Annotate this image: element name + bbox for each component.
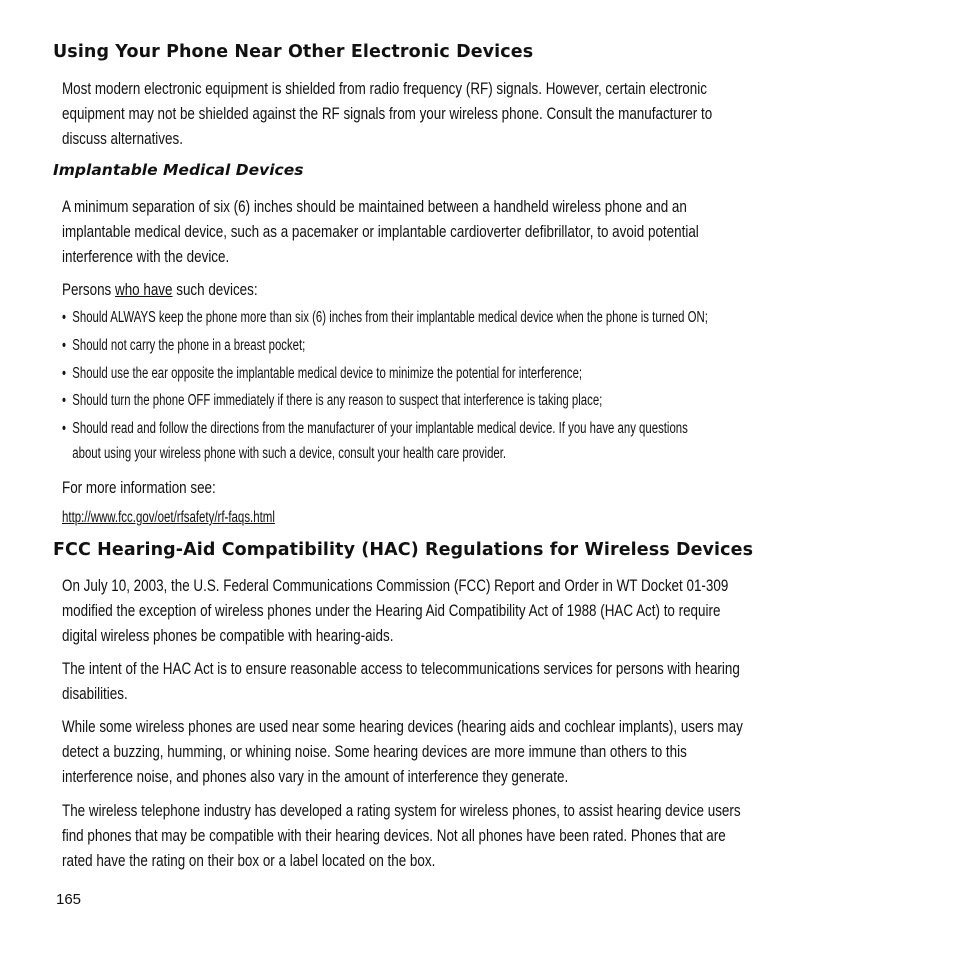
hac-line: disabilities.	[62, 684, 128, 703]
hac-line: On July 10, 2003, the U.S. Federal Communications Commission (FCC) Report and Order in WT Docket 01-309	[62, 576, 729, 595]
intro-line: equipment may not be shielded against the RF signals from your wireless phone. Consult the manufacturer to	[62, 104, 713, 123]
bullet-text: Should read and follow the directions from the manufacturer of your implantable medical device. If you have any questions	[72, 420, 688, 437]
hac-line: interference noise, and phones also vary in the amount of interference they generate.	[62, 767, 569, 786]
fcc-rf-faq-link[interactable]: http://www.fcc.gov/oet/rfsafety/rf-faqs.html	[62, 509, 275, 526]
hac-line: The wireless telephone industry has developed a rating system for wireless phones, to assist hearing device users	[62, 801, 741, 820]
more-info-label	[62, 475, 912, 500]
implant-line: implantable medical device, such as a pacemaker or implantable cardioverter defibrillator, to avoid potential	[62, 222, 699, 241]
hac-line: digital wireless phones be compatible with hearing-aids.	[62, 626, 394, 645]
bullet-marker: •	[62, 365, 66, 382]
section-title-electronic-devices: Using Your Phone Near Other Electronic Devices	[53, 42, 534, 62]
section-intro-paragraph	[62, 76, 912, 151]
persons-suffix: such devices:	[172, 280, 258, 299]
bullet-text: Should turn the phone OFF immediately if there is any reason to suspect that interference is taking place;	[72, 392, 603, 409]
hac-line: While some wireless phones are used near some hearing devices (hearing aids and cochlear implants), users may	[62, 717, 743, 736]
persons-line	[62, 277, 258, 302]
hac-paragraph-4	[62, 798, 912, 873]
bullet-text: Should ALWAYS keep the phone more than six (6) inches from their implantable medical device when the phone is turned ON;	[72, 309, 708, 326]
persons-prefix: Persons	[62, 280, 116, 299]
bullet-marker: •	[62, 420, 66, 437]
hac-line: The intent of the HAC Act is to ensure reasonable access to telecommunications services for persons with hearing	[62, 659, 740, 678]
bullet-marker: •	[62, 309, 66, 326]
bullet-marker: •	[62, 392, 66, 409]
intro-line: discuss alternatives.	[62, 129, 183, 148]
page-number: 165	[56, 891, 82, 908]
subsection-title-implantable-devices: Implantable Medical Devices	[53, 161, 304, 179]
list-item	[62, 305, 708, 330]
implant-line: A minimum separation of six (6) inches should be maintained between a handheld wireless phone and an	[62, 197, 687, 216]
hac-line: find phones that may be compatible with their hearing devices. Not all phones have been rated. Phones that are	[62, 826, 726, 845]
hac-paragraph-2	[62, 656, 912, 706]
list-item	[62, 361, 582, 386]
bullet-text: Should use the ear opposite the implantable medical device to minimize the potential for interference;	[72, 365, 583, 382]
section-title-hac-regulations: FCC Hearing-Aid Compatibility (HAC) Regulations for Wireless Devices	[53, 540, 754, 560]
list-item	[62, 333, 305, 358]
list-item	[62, 388, 602, 413]
more-info-line: For more information see:	[62, 478, 216, 497]
intro-line: Most modern electronic equipment is shielded from radio frequency (RF) signals. However, certain electronic	[62, 79, 707, 98]
list-item	[62, 416, 688, 466]
hac-line: rated have the rating on their box or a label located on the box.	[62, 851, 436, 870]
bullet-continuation: about using your wireless phone with such a device, consult your health care provider.	[72, 445, 507, 462]
persons-underlined: who have	[115, 280, 173, 299]
hac-line: detect a buzzing, humming, or whining noise. Some hearing devices are more immune than others to this	[62, 742, 687, 761]
hac-line: modified the exception of wireless phones under the Hearing Aid Compatibility Act of 1988 (HAC Act) to require	[62, 601, 721, 620]
implantable-devices-paragraph	[62, 194, 912, 269]
bullet-text: Should not carry the phone in a breast pocket;	[72, 337, 306, 354]
hac-paragraph-3	[62, 714, 912, 789]
persons-intro	[62, 277, 912, 302]
hac-paragraph-1	[62, 573, 912, 648]
implant-line: interference with the device.	[62, 247, 230, 266]
bullet-marker: •	[62, 337, 66, 354]
